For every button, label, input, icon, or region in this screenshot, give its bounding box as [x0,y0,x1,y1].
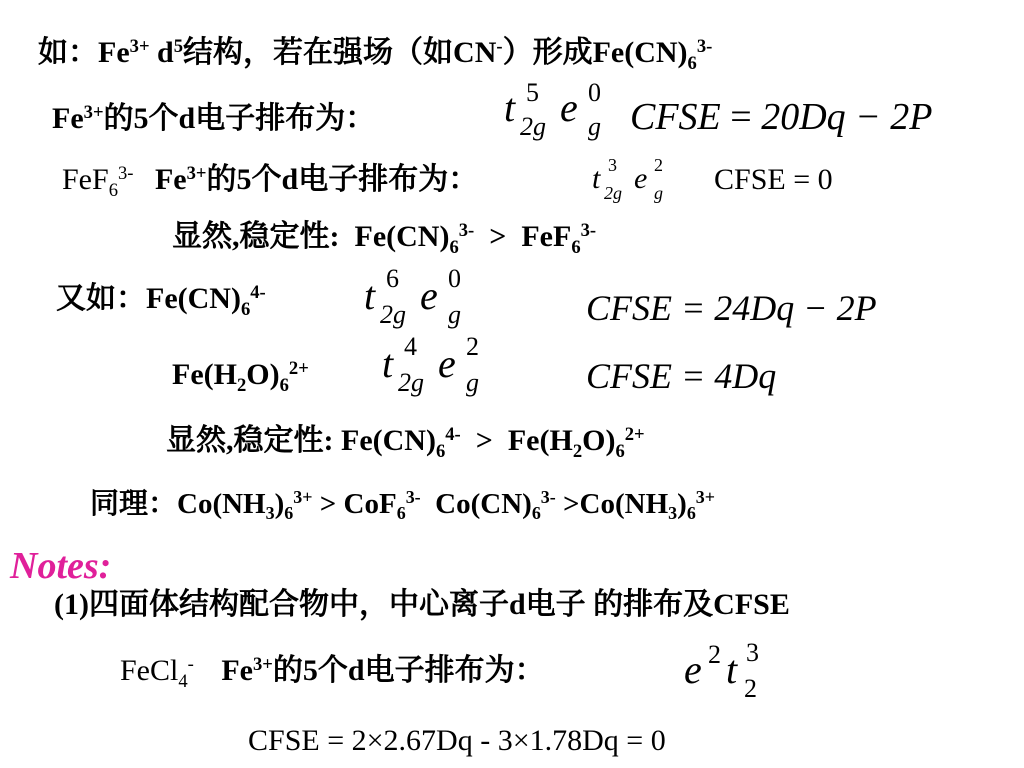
complex-part-a: Fe(H [172,358,237,391]
complex-1-sub: 6 [435,440,446,462]
e-exponent: 2 [466,332,479,361]
cn-ligand: CN [453,36,497,69]
fecl-sub: 4 [178,670,188,692]
line-cobalt-comparison [90,487,716,524]
e-subscript: g [466,368,479,397]
e-subscript: g [588,112,601,141]
co-nh3-b: Co(NH [579,488,669,520]
intro-prefix: 如： [38,36,98,69]
e-symbol: e [560,85,578,130]
e-subscript: g [654,183,663,203]
line-stability-comparison-1 [172,219,597,258]
complex-formula: Fe(CN) [592,36,688,69]
cof-charge: 3- [405,487,421,508]
co-cn-formula: Co(CN) [420,488,532,520]
t-subscript: 2g [604,183,622,203]
line-fe3-configuration-1 [52,101,376,135]
fe-symbol: Fe [52,102,84,135]
complex-1-charge: 4- [445,423,461,445]
co-nh3-b-charge: 3+ [695,487,716,508]
complex-sub: 6 [279,374,289,396]
cfse-value: CFSE = 24Dq − 2P [586,288,877,328]
complex-1-charge: 3- [458,219,475,241]
complex-part-b: O) [246,358,280,391]
h-sub: 2 [236,374,247,396]
t-subscript: 2g [380,300,406,329]
co-nh3-sub: 6 [284,503,294,524]
line-fecl4-configuration [120,653,545,692]
cfse-value: CFSE = 2×2.67Dq - 3×1.78Dq = 0 [248,724,666,757]
cfse-fef6 [714,165,833,195]
complex-1: Fe(CN) [341,424,436,457]
t-symbol: t [504,85,516,130]
example-prefix: 又如： [56,282,146,315]
greater-than: > [555,488,580,520]
cfse-label: CFSE [630,96,721,138]
orbital-t2g5-eg0 [504,80,614,140]
configuration-label: 的5个d电子排布为： [206,163,479,196]
cfse-fecn6-4 [586,290,877,326]
complex-2-part-a: Fe(H [507,424,573,457]
stability-prefix: 显然,稳定性: [166,424,341,457]
line-fe3-d5-intro [38,35,713,74]
e-symbol: e [420,273,438,318]
fe-symbol: Fe [221,654,253,687]
line-fecn6-4 [56,281,266,320]
t-symbol: t [382,341,394,386]
fe-charge: 3+ [83,101,104,123]
complex-1: Fe(CN) [354,220,450,253]
nh3-sub: 3 [668,503,678,524]
complex-sub: 6 [687,52,697,74]
cfse-value: 20Dq − 2P [761,96,933,138]
fecl-formula: FeCl [120,654,179,687]
line-stability-comparison-2 [166,423,645,462]
fe-charge: 3+ [129,35,150,57]
fef-formula: FeF [62,163,109,196]
orbital-t2g4-eg2 [382,334,492,398]
fe-symbol: Fe [98,36,130,69]
complex-2-sub: 6 [571,236,581,258]
orbital-t2g3-eg2 [592,156,682,206]
e-exponent: 2 [654,155,663,175]
t-symbol: t [592,162,601,195]
t-exponent: 4 [404,332,417,361]
greater-than: > [460,424,508,457]
t-subscript: 2g [398,368,424,397]
complex-1-sub: 6 [449,236,459,258]
fe-charge: 3+ [253,653,273,675]
cof-sub: 6 [396,503,406,524]
e-exponent: 0 [448,264,461,293]
t-subscript: 2 [744,674,757,703]
configuration-label: 的5个d电子排布为： [103,102,376,135]
fef-sub: 6 [108,179,118,201]
e-subscript: g [448,300,461,329]
t-exponent: 3 [746,638,759,667]
co-nh3-b-sub: 6 [686,503,696,524]
t-symbol: t [726,647,738,692]
intro-close: ）形成 [502,36,593,69]
d-exponent: 5 [173,35,184,57]
complex-charge: 4- [250,281,266,303]
line-feh2o6-2 [172,357,309,396]
t-exponent: 6 [386,264,399,293]
fecl-charge: - [187,653,194,675]
complex-2-charge: 3- [580,219,597,241]
t-subscript: 2g [520,112,546,141]
greater-than: > [312,488,344,520]
complex-2-part-b: O) [582,424,616,457]
d-symbol: d [157,36,174,69]
cfse-strong-field-fe3 [630,98,933,136]
line-tetrahedral-note [54,590,790,620]
co-cn-charge: 3- [540,487,556,508]
t-exponent: 5 [526,78,539,107]
complex-charge: 2+ [288,357,309,379]
e-exponent: 0 [588,78,601,107]
nh3-sub: 3 [265,503,275,524]
intro-text: 结构，若在强场（如 [183,36,454,69]
complex-2-h-sub: 2 [572,440,583,462]
complex-2: FeF [521,220,572,253]
co-nh3-charge: 3+ [293,487,313,508]
complex-2-sub: 6 [615,440,625,462]
complex-formula: Fe(CN) [146,282,241,315]
complex-charge: 3- [696,35,713,57]
cof-formula: CoF [343,488,397,520]
fef-charge: 3- [117,162,134,184]
configuration-label: 的5个d电子排布为： [272,654,545,687]
line-fef6-configuration [62,162,479,201]
stability-prefix: 显然,稳定性: [172,220,355,253]
equals-sign: = [730,96,752,138]
cn-charge: - [496,35,503,57]
fe-charge: 3+ [186,162,207,184]
paren-close: ) [677,488,687,520]
complex-sub: 6 [240,298,251,320]
orbital-e2-t23 [684,640,784,704]
notes-heading: Notes: [10,545,112,587]
cfse-value: CFSE = 0 [714,163,833,196]
cfse-feh2o6-2 [586,358,776,394]
orbital-t2g6-eg0 [364,266,474,330]
complex-2-charge: 2+ [624,423,645,445]
fe-symbol: Fe [154,163,187,196]
e-symbol: e [684,647,702,692]
e-exponent: 2 [708,640,721,669]
e-symbol: e [438,341,456,386]
t-symbol: t [364,273,376,318]
t-exponent: 3 [608,155,617,175]
co-cn-sub: 6 [531,503,541,524]
line-fecl4-cfse [248,726,666,756]
e-symbol: e [634,162,648,195]
tetrahedral-text: (1)四面体结构配合物中，中心离子d电子 的排布及CFSE [54,588,790,621]
greater-than: > [474,220,522,253]
similarly-prefix: 同理： [90,488,178,520]
cfse-value: CFSE = 4Dq [586,356,777,396]
co-nh3-a: Co(NH [177,488,266,520]
paren-close: ) [274,488,285,520]
